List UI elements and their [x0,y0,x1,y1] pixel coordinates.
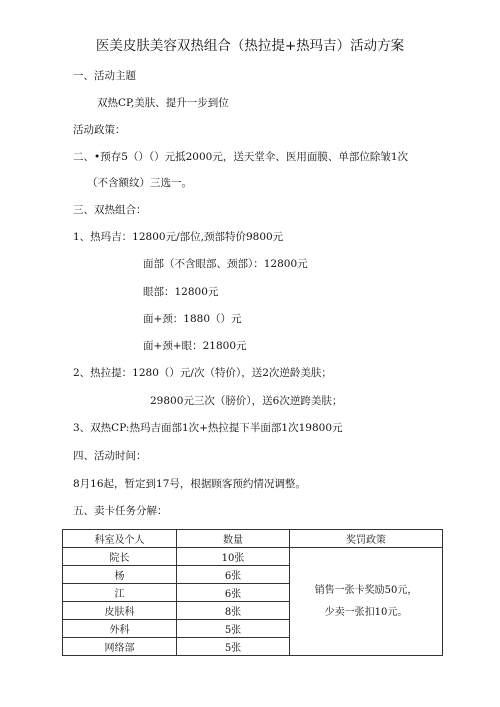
section1-heading: 一、活动主题 [73,70,136,82]
section4-text: 8月16起，暂定到17号，根据顾客预约情况调整。 [73,478,306,490]
table-cell: 网络部 [63,638,177,656]
section3-item2: 2、热拉提：1280（）元/次（特价），送2次逆龄美肤； [73,367,332,379]
section3-item3: 3、双热CP:热玛吉面部1次+热拉提下半面部1次19800元 [73,422,343,434]
section3-heading: 三、双热组合： [73,204,147,216]
section3-face-neck-eye: 面+颈+眼：21800元 [143,340,247,352]
section3-item2b: 29800元三次（膀价），送6次逆跨美肤； [150,395,343,407]
table-cell: 皮肤科 [63,602,177,620]
section1-text: 双热CP,美肤、提升一步到位 [97,97,229,109]
policy-line-2: 少卖一张扣10元。 [324,606,408,618]
document-title: 医美皮肤美容双热组合（热拉提+热玛吉）活动方案 [95,38,405,54]
table-header: 科室及个人 [63,530,177,548]
table-header: 数量 [177,530,290,548]
section3-face-neck: 面+颈：1880（）元 [143,313,242,325]
table-cell: 外科 [63,620,177,638]
table-cell: 杨 [63,566,177,584]
table-cell: 江 [63,584,177,602]
table-row [63,548,443,566]
section2-line1: 二、•预存5（）（）元抵2000元，送天堂伞、医用面膜、单部位除皱1次 [73,151,409,163]
section5-heading: 五、卖卡任务分解： [73,505,168,517]
section3-item1: 1、热玛吉：12800元/部位,颈部特价9800元 [73,231,284,243]
task-table [62,529,443,656]
table-cell: 6张 [177,584,290,602]
table-header-row [63,530,443,548]
section3-face: 面部（不含眼部、颈部）：12800元 [143,258,308,270]
section3-eye: 眼部：12800元 [143,286,219,298]
table-header: 奖罚政策 [290,530,443,548]
section2-line2: （不含额纹）三选一。 [87,177,192,189]
policy-heading: 活动政策： [73,124,126,136]
table-cell: 8张 [177,602,290,620]
section4-heading: 四、活动时间： [73,450,147,462]
policy-line-1: 销售一张卡奖励50元， [314,584,418,596]
table-cell: 6张 [177,566,290,584]
table-cell: 10张 [177,548,290,566]
table-cell: 5张 [177,620,290,638]
table-cell: 院长 [63,548,177,566]
table-cell: 5张 [177,638,290,656]
reward-policy-cell [290,548,443,656]
